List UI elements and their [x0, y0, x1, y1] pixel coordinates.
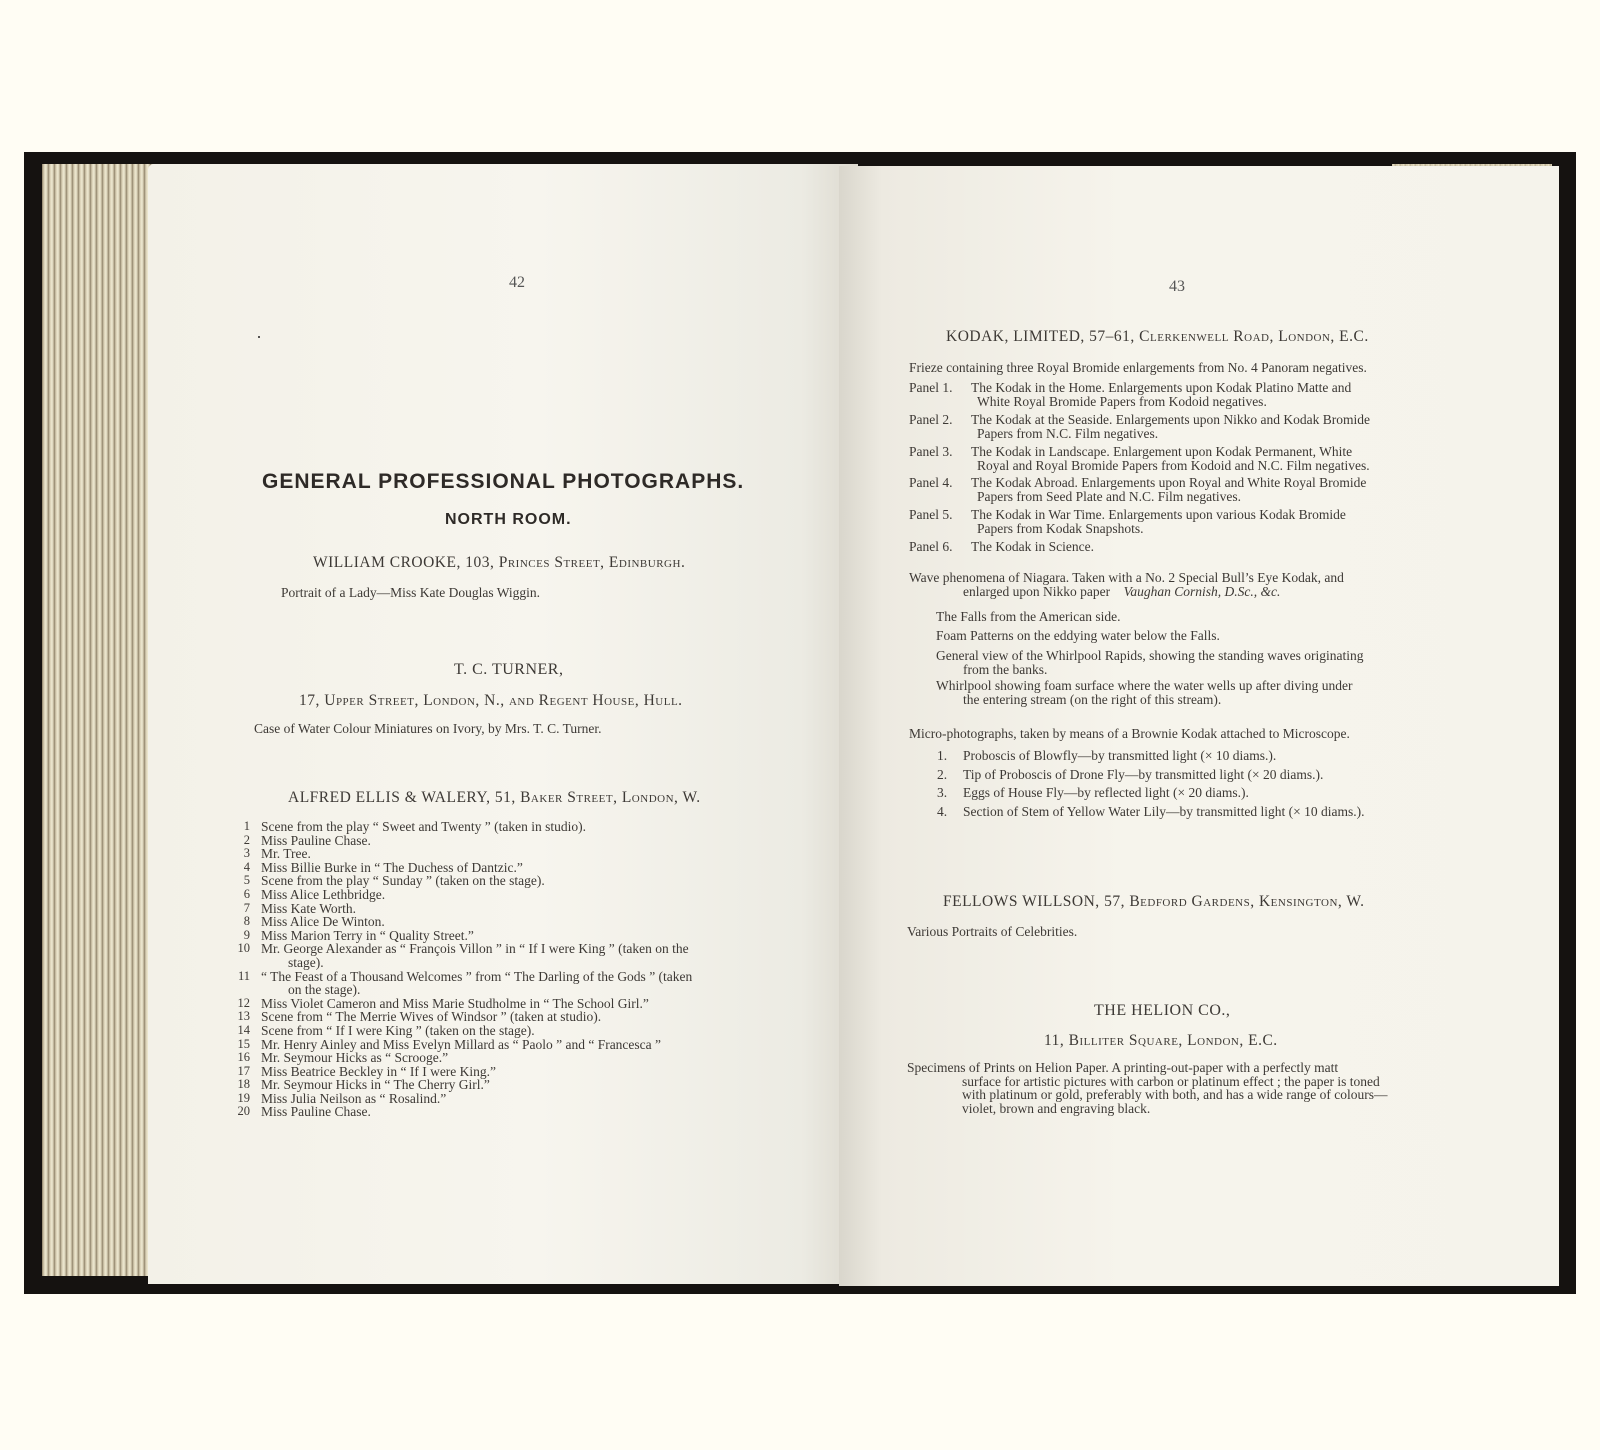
- item-text: Miss Violet Cameron and Miss Marie Studholme in “ The School Girl.”: [261, 995, 649, 1011]
- item-text: Mr. Henry Ainley and Miss Evelyn Millard as “ Paolo ” and “ Francesca ”: [261, 1036, 662, 1052]
- item-number: 17: [237, 1063, 250, 1078]
- wave-item: [936, 679, 1353, 707]
- item-text: Mr. George Alexander as “ François Villon ” in “ If I were King ” (taken on the: [261, 941, 689, 957]
- exhibitor-helion-address: 11, Billiter Square, London, E.C.: [1044, 1032, 1278, 1049]
- entry-turner: Case of Water Colour Miniatures on Ivory, by Mrs. T. C. Turner.: [254, 721, 602, 736]
- item-text: Miss Billie Burke in “ The Duchess of Dantzic.”: [261, 859, 523, 875]
- item-number: 2.: [937, 766, 948, 782]
- wave-item-line1: Foam Patterns on the eddying water below the Falls.: [936, 628, 1220, 643]
- item-text: Miss Alice Lethbridge.: [261, 886, 386, 902]
- item-number: 5: [243, 873, 250, 888]
- panel-text-line2: Papers from Seed Plate and N.C. Film negatives.: [977, 489, 1241, 504]
- item-number: 1.: [937, 748, 948, 763]
- item-number: 19: [237, 1090, 250, 1105]
- item-number: 9: [243, 927, 250, 942]
- item-text: Scene from “ The Merrie Wives of Windsor ” (taken at studio).: [261, 1009, 602, 1025]
- item-text: Miss Marion Terry in “ Quality Street.”: [261, 927, 474, 943]
- exhibitor-address: 51, Baker Street, London, W.: [494, 789, 701, 806]
- item-text: Scene from the play “ Sunday ” (taken on the stage).: [261, 873, 545, 889]
- wave-item-line2: the entering stream (on the right of this stream).: [963, 692, 1222, 707]
- micro-list: [937, 747, 1365, 821]
- list-item: [234, 970, 692, 997]
- exhibitor-name: WILLIAM CROOKE,: [313, 554, 461, 571]
- panel-text-line2: White Royal Bromide Papers from Kodoid negatives.: [977, 394, 1267, 409]
- panel-text: [971, 476, 1441, 504]
- wave-item-line1: Whirlpool showing foam surface where the water wells up after diving under: [936, 678, 1353, 693]
- exhibitor-address: 57–61, Clerkenwell Road, London, E.C.: [1089, 328, 1369, 345]
- item-text: Proboscis of Blowfly—by transmitted light (× 10 diams.).: [963, 748, 1277, 763]
- list-item: [234, 834, 692, 848]
- entry-willson: Various Portraits of Celebrities.: [907, 924, 1078, 939]
- panel-text-line1: The Kodak in Landscape. Enlargement upon Kodak Permanent, White: [971, 444, 1353, 459]
- list-item: [234, 1078, 692, 1092]
- item-number: 1: [243, 819, 250, 833]
- list-item: [234, 820, 692, 834]
- item-number: 13: [237, 1009, 250, 1024]
- list-item: [234, 1065, 692, 1079]
- item-text: “ The Feast of a Thousand Welcomes ” from “ The Darling of the Gods ” (taken: [261, 968, 693, 984]
- room-heading: NORTH ROOM.: [445, 511, 572, 528]
- list-item: [234, 888, 692, 902]
- item-number: 2: [243, 832, 250, 847]
- panel-text-line2: Papers from N.C. Film negatives.: [977, 426, 1159, 441]
- item-number: 6: [243, 886, 250, 901]
- exhibitor-address: 57, Bedford Gardens, Kensington, W.: [1104, 893, 1365, 910]
- item-text: Scene from “ If I were King ” (taken on the stage).: [261, 1022, 535, 1038]
- item-text: Scene from the play “ Sweet and Twenty ” (taken in studio).: [261, 819, 586, 834]
- item-number: 7: [243, 900, 250, 915]
- wave-intro-line1: Wave phenomena of Niagara. Taken with a No. 2 Special Bull’s Eye Kodak, and: [909, 570, 1344, 585]
- list-item: [937, 803, 1365, 822]
- panel-text-line1: The Kodak at the Seaside. Enlargements upon Nikko and Kodak Bromide: [971, 412, 1371, 427]
- panel-text-line1: The Kodak Abroad. Enlargements upon Royal and White Royal Bromide: [971, 475, 1367, 490]
- exhibitor-address: 103, Princes Street, Edinburgh.: [465, 554, 686, 571]
- list-item: [234, 1051, 692, 1065]
- list-item: [234, 1024, 692, 1038]
- item-text: Tip of Proboscis of Drone Fly—by transmitted light (× 20 diams.).: [963, 766, 1324, 782]
- item-number: 8: [243, 914, 250, 929]
- item-text: Miss Kate Worth.: [261, 900, 357, 916]
- left-page: [148, 164, 858, 1284]
- panel-text-line2: Royal and Royal Bromide Papers from Kodoid and N.C. Film negatives.: [977, 458, 1370, 473]
- exhibitor-turner-name: T. C. TURNER,: [454, 661, 564, 678]
- item-number: 3.: [937, 785, 948, 800]
- wave-item: [936, 649, 1364, 677]
- list-item: [234, 929, 692, 943]
- panel-label: Panel 3.: [909, 444, 953, 459]
- panel-label: Panel 5.: [909, 507, 953, 522]
- item-text: Miss Julia Neilson as “ Rosalind.”: [261, 1090, 447, 1106]
- panel-label: Panel 6.: [909, 539, 953, 554]
- exhibitor-helion-name: THE HELION CO.,: [1094, 1002, 1231, 1019]
- panel-text: [971, 413, 1441, 441]
- book-photo: [24, 152, 1576, 1294]
- item-text: Section of Stem of Yellow Water Lily—by transmitted light (× 10 diams.).: [963, 803, 1365, 819]
- list-item: [234, 1105, 692, 1119]
- wave-intro-author: Vaughan Cornish, D.Sc., &c.: [1123, 584, 1281, 599]
- entry-helion: [907, 1061, 1388, 1115]
- item-number: 20: [237, 1104, 250, 1119]
- exhibitor-kodak: [946, 328, 1369, 346]
- page-number: 42: [509, 274, 525, 291]
- panel-text-line1: The Kodak in the Home. Enlargements upon Kodak Platino Matte and: [971, 380, 1352, 395]
- item-text: Miss Pauline Chase.: [261, 832, 371, 848]
- item-text: Mr. Seymour Hicks in “ The Cherry Girl.”: [261, 1077, 490, 1093]
- right-page: [839, 166, 1559, 1286]
- panel-text-line2: Papers from Kodak Snapshots.: [977, 521, 1144, 536]
- item-text-continued: on the stage).: [288, 982, 361, 998]
- exhibitor-willson: [943, 893, 1364, 911]
- item-text: Mr. Tree.: [261, 846, 311, 862]
- panel-text: [971, 381, 1441, 409]
- helion-line2: surface for artistic pictures with carbon or platinum effect ; the paper is toned: [962, 1073, 1380, 1089]
- item-text: Miss Pauline Chase.: [261, 1104, 371, 1120]
- list-item: [937, 747, 1365, 766]
- list-item: [937, 766, 1365, 785]
- helion-line4: violet, brown and engraving black.: [962, 1100, 1151, 1116]
- item-text: Mr. Seymour Hicks as “ Scrooge.”: [261, 1050, 449, 1066]
- list-item: [234, 1038, 692, 1052]
- paper-speck: [258, 336, 260, 338]
- section-heading: GENERAL PROFESSIONAL PHOTOGRAPHS.: [262, 470, 745, 493]
- list-item: [234, 1092, 692, 1106]
- panel-text-line1: The Kodak in Science.: [971, 539, 1094, 554]
- panel-text: [971, 445, 1441, 473]
- item-number: 4: [243, 859, 250, 874]
- panel-text: [971, 508, 1441, 536]
- wave-item-line1: The Falls from the American side.: [936, 609, 1121, 624]
- exhibitor-name: KODAK, LIMITED,: [946, 328, 1085, 345]
- list-item: [234, 874, 692, 888]
- wave-item: [936, 629, 1220, 643]
- panel-label: Panel 4.: [909, 475, 953, 490]
- entry-crooke: Portrait of a Lady—Miss Kate Douglas Wiggin.: [281, 585, 541, 600]
- panel-text-line1: The Kodak in War Time. Enlargements upon various Kodak Bromide: [971, 507, 1346, 522]
- kodak-frieze: Frieze containing three Royal Bromide enlargements from No. 4 Panoram negatives.: [909, 360, 1367, 375]
- item-number: 11: [237, 968, 250, 983]
- exhibitor-ellis: [288, 789, 701, 807]
- panel-text: [971, 540, 1441, 554]
- item-number: 12: [237, 995, 250, 1010]
- page-number: 43: [1169, 278, 1185, 295]
- list-item: [234, 1010, 692, 1024]
- item-text: Eggs of House Fly—by reflected light (× 20 diams.).: [963, 785, 1249, 800]
- wave-item-line2: from the banks.: [963, 662, 1048, 677]
- item-text: Miss Beatrice Beckley in “ If I were King.”: [261, 1063, 497, 1079]
- panel-label: Panel 1.: [909, 380, 953, 395]
- item-text: Miss Alice De Winton.: [261, 914, 385, 930]
- item-number: 4.: [937, 803, 948, 819]
- item-number: 15: [237, 1036, 250, 1051]
- panel-label: Panel 2.: [909, 412, 953, 427]
- list-item: [234, 861, 692, 875]
- list-item: [234, 902, 692, 916]
- ellis-photo-list: [234, 820, 692, 1119]
- wave-item-line1: General view of the Whirlpool Rapids, showing the standing waves originating: [936, 648, 1364, 663]
- exhibitor-crooke: [313, 554, 685, 572]
- wave-intro: [909, 571, 1344, 599]
- helion-line1: Specimens of Prints on Helion Paper. A printing-out-paper with a perfectly matt: [907, 1060, 1339, 1075]
- helion-line3: with platinum or gold, preferably with both, and has a wide range of colours—: [962, 1087, 1388, 1102]
- wave-intro-line2: enlarged upon Nikko paper: [963, 584, 1111, 599]
- item-text-continued: stage).: [288, 954, 324, 970]
- list-item: [234, 942, 692, 969]
- wave-item: [936, 610, 1120, 624]
- list-item: [234, 915, 692, 929]
- exhibitor-turner-address: 17, Upper Street, London, N., and Regent House, Hull.: [299, 692, 683, 709]
- micro-intro: Micro-photographs, taken by means of a Brownie Kodak attached to Microscope.: [909, 726, 1350, 741]
- list-item: [937, 784, 1365, 803]
- list-item: [234, 997, 692, 1011]
- exhibitor-name: ALFRED ELLIS & WALERY,: [288, 789, 491, 806]
- item-number: 18: [237, 1077, 250, 1092]
- item-number: 14: [237, 1022, 250, 1037]
- exhibitor-name: FELLOWS WILLSON,: [943, 893, 1100, 910]
- item-number: 3: [243, 846, 250, 861]
- item-number: 16: [237, 1050, 250, 1065]
- item-number: 10: [237, 941, 250, 956]
- list-item: [234, 847, 692, 861]
